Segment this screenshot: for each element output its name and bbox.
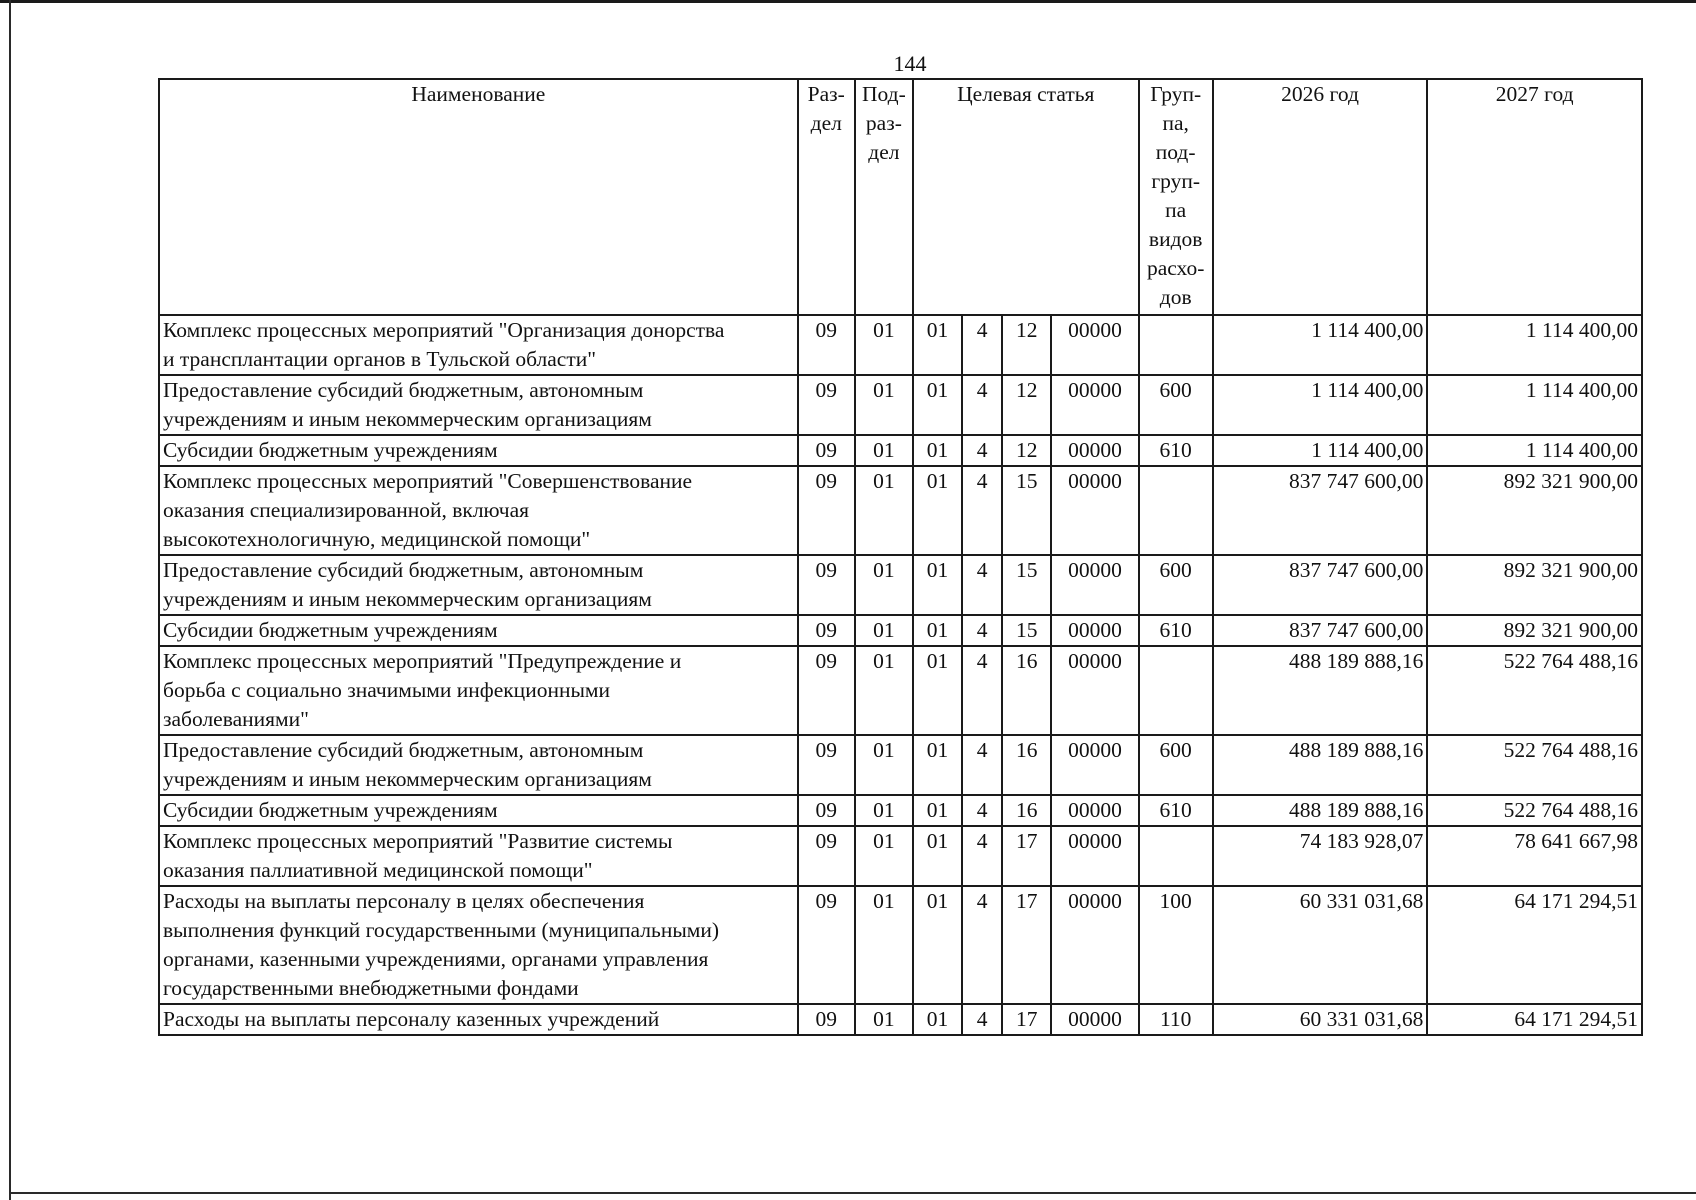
table-row	[159, 555, 1642, 615]
table-row	[159, 886, 1642, 1004]
target-article-part2: 4	[962, 795, 1002, 826]
target-article-part4: 00000	[1051, 375, 1138, 435]
name-cell: Расходы на выплаты персоналу в целях обеспечения выполнения функций государственными (муниципальными) органами, казенными учреждениями, органами управления государственными внебюджетными фондами	[159, 886, 798, 1004]
header-podrazdel: Под- раз- дел	[855, 79, 913, 315]
amount-2027-cell: 522 764 488,16	[1427, 646, 1642, 735]
page-frame-bottom	[9, 1192, 1696, 1194]
amount-2026-cell: 74 183 928,07	[1213, 826, 1428, 886]
amount-2027-cell: 1 114 400,00	[1427, 315, 1642, 375]
podrazdel-cell: 01	[855, 1004, 913, 1035]
target-article-part4: 00000	[1051, 466, 1138, 555]
amount-2027-cell: 1 114 400,00	[1427, 375, 1642, 435]
podrazdel-cell: 01	[855, 735, 913, 795]
target-article-part3: 16	[1002, 646, 1051, 735]
header-year-2026: 2026 год	[1213, 79, 1428, 315]
amount-2027-cell: 78 641 667,98	[1427, 826, 1642, 886]
target-article-part1: 01	[913, 435, 962, 466]
target-article-part3: 17	[1002, 886, 1051, 1004]
table-row	[159, 375, 1642, 435]
target-article-part1: 01	[913, 555, 962, 615]
expense-group-cell: 610	[1139, 435, 1213, 466]
header-target-article: Целевая статья	[913, 79, 1139, 315]
target-article-part4: 00000	[1051, 735, 1138, 795]
expense-group-cell: 610	[1139, 795, 1213, 826]
expense-group-cell	[1139, 646, 1213, 735]
expense-group-cell: 600	[1139, 555, 1213, 615]
target-article-part1: 01	[913, 315, 962, 375]
target-article-part2: 4	[962, 375, 1002, 435]
target-article-part4: 00000	[1051, 555, 1138, 615]
header-razdel: Раз- дел	[798, 79, 855, 315]
target-article-part1: 01	[913, 646, 962, 735]
target-article-part4: 00000	[1051, 795, 1138, 826]
podrazdel-cell: 01	[855, 646, 913, 735]
target-article-part1: 01	[913, 795, 962, 826]
target-article-part1: 01	[913, 1004, 962, 1035]
razdel-cell: 09	[798, 1004, 855, 1035]
target-article-part3: 12	[1002, 375, 1051, 435]
podrazdel-cell: 01	[855, 375, 913, 435]
table-row	[159, 795, 1642, 826]
amount-2026-cell: 837 747 600,00	[1213, 466, 1428, 555]
target-article-part3: 16	[1002, 735, 1051, 795]
target-article-part2: 4	[962, 315, 1002, 375]
razdel-cell: 09	[798, 375, 855, 435]
amount-2027-cell: 522 764 488,16	[1427, 735, 1642, 795]
amount-2026-cell: 60 331 031,68	[1213, 1004, 1428, 1035]
razdel-cell: 09	[798, 466, 855, 555]
expense-group-cell: 110	[1139, 1004, 1213, 1035]
target-article-part3: 17	[1002, 1004, 1051, 1035]
amount-2027-cell: 892 321 900,00	[1427, 615, 1642, 646]
amount-2026-cell: 837 747 600,00	[1213, 555, 1428, 615]
razdel-cell: 09	[798, 886, 855, 1004]
amount-2026-cell: 488 189 888,16	[1213, 646, 1428, 735]
amount-2027-cell: 892 321 900,00	[1427, 466, 1642, 555]
header-year-2027: 2027 год	[1427, 79, 1642, 315]
amount-2026-cell: 1 114 400,00	[1213, 315, 1428, 375]
name-cell: Предоставление субсидий бюджетным, автономным учреждениям и иным некоммерческим организациям	[159, 735, 798, 795]
table-row	[159, 826, 1642, 886]
expense-group-cell	[1139, 826, 1213, 886]
target-article-part2: 4	[962, 646, 1002, 735]
target-article-part3: 15	[1002, 466, 1051, 555]
expense-group-cell	[1139, 315, 1213, 375]
target-article-part2: 4	[962, 555, 1002, 615]
target-article-part2: 4	[962, 1004, 1002, 1035]
target-article-part1: 01	[913, 375, 962, 435]
name-cell: Субсидии бюджетным учреждениям	[159, 435, 798, 466]
amount-2027-cell: 64 171 294,51	[1427, 1004, 1642, 1035]
podrazdel-cell: 01	[855, 615, 913, 646]
target-article-part4: 00000	[1051, 615, 1138, 646]
header-expense-group: Груп- па, под- груп- па видов расхо- дов	[1139, 79, 1213, 315]
amount-2027-cell: 892 321 900,00	[1427, 555, 1642, 615]
target-article-part4: 00000	[1051, 886, 1138, 1004]
table-row	[159, 615, 1642, 646]
name-cell: Предоставление субсидий бюджетным, автономным учреждениям и иным некоммерческим организациям	[159, 555, 798, 615]
target-article-part4: 00000	[1051, 315, 1138, 375]
name-cell: Субсидии бюджетным учреждениям	[159, 615, 798, 646]
target-article-part2: 4	[962, 466, 1002, 555]
table-row	[159, 315, 1642, 375]
expense-group-cell	[1139, 466, 1213, 555]
name-cell: Комплекс процессных мероприятий "Совершенствование оказания специализированной, включая высокотехнологичную, медицинской помощи"	[159, 466, 798, 555]
amount-2027-cell: 64 171 294,51	[1427, 886, 1642, 1004]
table-body	[159, 315, 1642, 1035]
razdel-cell: 09	[798, 315, 855, 375]
razdel-cell: 09	[798, 795, 855, 826]
razdel-cell: 09	[798, 735, 855, 795]
table-header-row	[159, 79, 1642, 315]
amount-2026-cell: 60 331 031,68	[1213, 886, 1428, 1004]
podrazdel-cell: 01	[855, 435, 913, 466]
name-cell: Субсидии бюджетным учреждениям	[159, 795, 798, 826]
razdel-cell: 09	[798, 615, 855, 646]
target-article-part4: 00000	[1051, 435, 1138, 466]
target-article-part2: 4	[962, 735, 1002, 795]
name-cell: Расходы на выплаты персоналу казенных учреждений	[159, 1004, 798, 1035]
page-number: 144	[893, 51, 927, 76]
amount-2026-cell: 1 114 400,00	[1213, 375, 1428, 435]
header-name: Наименование	[159, 79, 798, 315]
target-article-part3: 15	[1002, 555, 1051, 615]
target-article-part2: 4	[962, 615, 1002, 646]
name-cell: Комплекс процессных мероприятий "Организация донорства и трансплантации органов в Тульской области"	[159, 315, 798, 375]
razdel-cell: 09	[798, 826, 855, 886]
podrazdel-cell: 01	[855, 795, 913, 826]
podrazdel-cell: 01	[855, 555, 913, 615]
name-cell: Комплекс процессных мероприятий "Развитие системы оказания паллиативной медицинской помощи"	[159, 826, 798, 886]
amount-2027-cell: 522 764 488,16	[1427, 795, 1642, 826]
target-article-part4: 00000	[1051, 1004, 1138, 1035]
expense-group-cell: 100	[1139, 886, 1213, 1004]
amount-2026-cell: 837 747 600,00	[1213, 615, 1428, 646]
razdel-cell: 09	[798, 435, 855, 466]
target-article-part3: 12	[1002, 315, 1051, 375]
target-article-part4: 00000	[1051, 826, 1138, 886]
table-row	[159, 466, 1642, 555]
razdel-cell: 09	[798, 646, 855, 735]
expense-group-cell: 600	[1139, 735, 1213, 795]
table-row	[159, 646, 1642, 735]
target-article-part3: 12	[1002, 435, 1051, 466]
budget-table	[158, 78, 1643, 1036]
target-article-part1: 01	[913, 615, 962, 646]
target-article-part3: 17	[1002, 826, 1051, 886]
amount-2026-cell: 1 114 400,00	[1213, 435, 1428, 466]
table-row	[159, 1004, 1642, 1035]
target-article-part2: 4	[962, 826, 1002, 886]
table-row	[159, 435, 1642, 466]
target-article-part3: 15	[1002, 615, 1051, 646]
target-article-part4: 00000	[1051, 646, 1138, 735]
page-frame-top	[0, 0, 1696, 3]
expense-group-cell: 600	[1139, 375, 1213, 435]
target-article-part1: 01	[913, 826, 962, 886]
podrazdel-cell: 01	[855, 315, 913, 375]
amount-2026-cell: 488 189 888,16	[1213, 735, 1428, 795]
target-article-part2: 4	[962, 886, 1002, 1004]
amount-2027-cell: 1 114 400,00	[1427, 435, 1642, 466]
name-cell: Комплекс процессных мероприятий "Предупреждение и борьба с социально значимыми инфекционными заболеваниями"	[159, 646, 798, 735]
podrazdel-cell: 01	[855, 826, 913, 886]
podrazdel-cell: 01	[855, 466, 913, 555]
target-article-part1: 01	[913, 466, 962, 555]
target-article-part1: 01	[913, 886, 962, 1004]
expense-group-cell: 610	[1139, 615, 1213, 646]
table-row	[159, 735, 1642, 795]
target-article-part2: 4	[962, 435, 1002, 466]
target-article-part1: 01	[913, 735, 962, 795]
razdel-cell: 09	[798, 555, 855, 615]
page-frame-left	[9, 0, 11, 1200]
amount-2026-cell: 488 189 888,16	[1213, 795, 1428, 826]
podrazdel-cell: 01	[855, 886, 913, 1004]
name-cell: Предоставление субсидий бюджетным, автономным учреждениям и иным некоммерческим организациям	[159, 375, 798, 435]
target-article-part3: 16	[1002, 795, 1051, 826]
